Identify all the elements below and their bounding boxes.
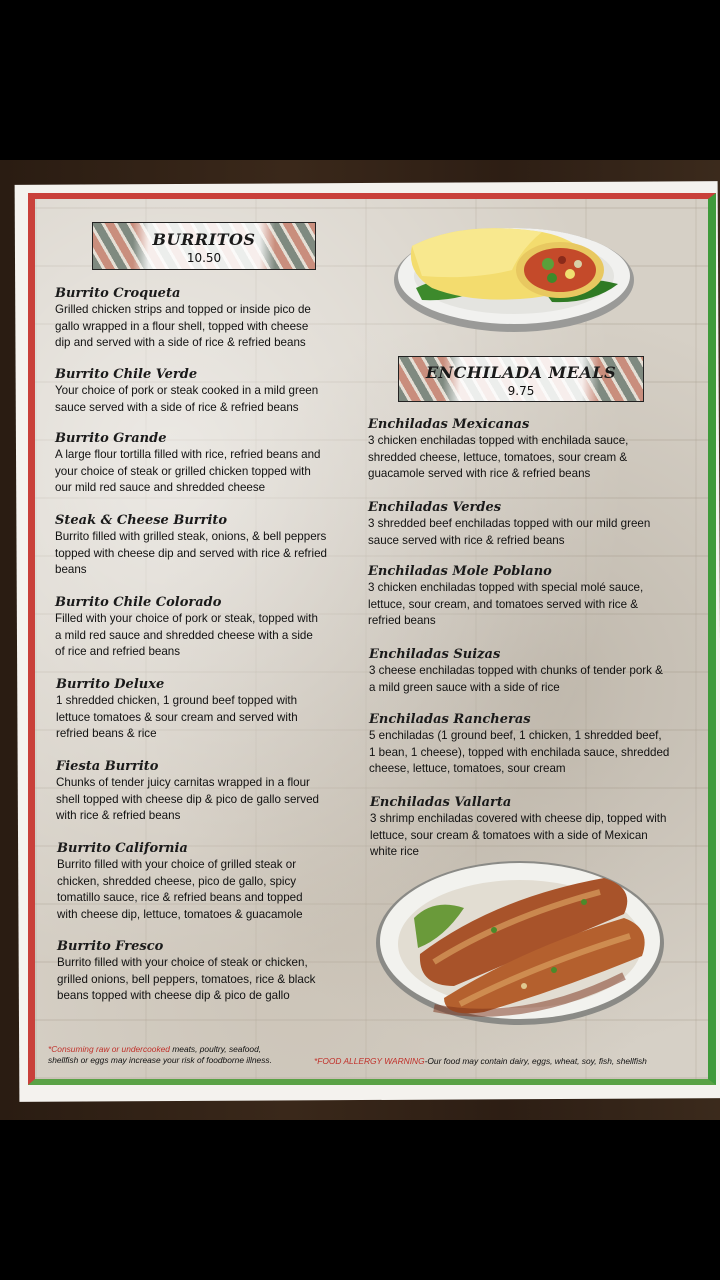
item-desc-line: chicken, shredded cheese, pico de gallo, spicy xyxy=(57,874,297,888)
item-desc-line: Grilled chicken strips and topped or inside pico de xyxy=(55,303,311,316)
item-name: Burrito Chile Verde xyxy=(55,367,198,382)
item-desc-line: topped with cheese dip and served with rice & refried xyxy=(55,546,327,560)
burrito-item-chile-colorado xyxy=(55,594,385,661)
raw-food-warning-rest: meats, poultry, seafood, xyxy=(169,1044,262,1054)
item-desc-line: lettuce, sour cream & tomatoes with a side of Mexican xyxy=(370,828,648,842)
raw-food-warning-red: *Consuming raw or undercooked xyxy=(48,1044,170,1054)
item-desc-line: 3 cheese enchiladas topped with chunks of tender pork & xyxy=(369,664,663,677)
item-desc-line: tomatillo sauce, rice & refried beans and topped xyxy=(57,891,303,904)
item-desc-line: gallo wrapped in a flour shell, topped with cheese xyxy=(55,319,309,333)
item-name: Burrito Chile Colorado xyxy=(55,595,222,610)
item-desc-line: 3 shredded beef enchiladas topped with our mild green xyxy=(368,517,651,530)
burritos-banner xyxy=(92,222,316,270)
item-desc-line: Your choice of pork or steak cooked in a mild green xyxy=(55,384,319,397)
item-desc-line: grilled onions, bell peppers, tomatoes, rice & black xyxy=(57,972,316,986)
item-desc-line: 3 chicken enchiladas topped with enchilada sauce, xyxy=(368,434,629,447)
enchilada-item-verdes xyxy=(368,499,698,549)
item-desc-line: dip and served with a side of rice & refried beans xyxy=(55,336,306,349)
enchilada-item-suizas xyxy=(369,646,699,696)
burrito-item-croqueta xyxy=(55,285,385,352)
burrito-item-grande xyxy=(55,430,385,497)
item-desc-line: shell topped with cheese dip & pico de gallo served xyxy=(56,792,319,806)
burrito-item-chile-verde xyxy=(55,366,385,416)
item-name: Enchiladas Suizas xyxy=(369,647,501,662)
enchilada-plate-image xyxy=(374,858,666,1028)
burrito-plate-image xyxy=(392,218,636,336)
item-desc-line: Burrito filled with your choice of grilled steak or xyxy=(57,858,297,871)
item-name: Steak & Cheese Burrito xyxy=(55,513,228,528)
enchilada-item-vallarta xyxy=(370,794,700,861)
item-desc-line: sauce served with rice & refried beans xyxy=(368,533,565,547)
item-name: Enchiladas Mole Poblano xyxy=(368,564,552,579)
item-desc-line: with rice & refried beans xyxy=(56,809,181,822)
item-desc-line: Chunks of tender juicy carnitas wrapped in a flour xyxy=(56,776,310,789)
item-name: Burrito California xyxy=(57,841,188,856)
item-desc-line: 5 enchiladas (1 ground beef, 1 chicken, 1 shredded beef, xyxy=(369,729,662,742)
food-allergy-warning-rest: -Our food may contain dairy, eggs, wheat, soy, fish, shellfish xyxy=(424,1056,647,1066)
burrito-item-california xyxy=(57,840,387,923)
item-name: Enchiladas Vallarta xyxy=(370,795,512,810)
item-name: Enchiladas Verdes xyxy=(368,500,502,515)
burrito-item-steak-cheese xyxy=(55,512,385,579)
item-desc-line: our mild red sauce and shredded cheese xyxy=(55,481,266,494)
item-desc-line: beans xyxy=(55,563,87,576)
item-desc-line: Filled with your choice of pork or steak, topped with xyxy=(55,612,318,625)
burritos-title: BURRITOS xyxy=(152,230,256,249)
item-desc-line: a mild red sauce and shredded cheese with a side xyxy=(55,628,313,642)
item-name: Burrito Croqueta xyxy=(55,286,181,301)
raw-food-warning-line2: shellfish or eggs may increase your risk of foodborne illness. xyxy=(48,1055,272,1065)
item-name: Fiesta Burrito xyxy=(56,759,159,774)
burrito-item-fresco xyxy=(57,938,387,1005)
item-desc-line: sauce served with a side of rice & refried beans xyxy=(55,400,299,414)
item-desc-line: guacamole served with rice & refried beans xyxy=(368,467,591,480)
enchilada-item-rancheras xyxy=(369,711,699,778)
burritos-price: 10.50 xyxy=(186,251,222,265)
item-desc-line: beans topped with cheese dip & pico de gallo xyxy=(57,989,290,1002)
item-desc-line: cheese, lettuce, tomatoes, sour cream xyxy=(369,762,566,775)
item-desc-line: Burrito filled with grilled steak, onions, & bell peppers xyxy=(55,530,327,543)
item-desc-line: 1 bean, 1 cheese), topped with enchilada sauce, shredded xyxy=(369,745,670,759)
item-desc-line: shredded cheese, lettuce, tomatoes, sour cream & xyxy=(368,450,628,464)
item-desc-line: 3 chicken enchiladas topped with special molé sauce, xyxy=(368,581,644,594)
food-allergy-warning xyxy=(314,1056,704,1067)
item-desc-line: a mild green sauce with a side of rice xyxy=(369,680,560,694)
burrito-item-fiesta xyxy=(56,758,386,825)
item-name: Enchiladas Mexicanas xyxy=(368,417,530,432)
item-name: Enchiladas Rancheras xyxy=(369,712,531,727)
item-name: Burrito Deluxe xyxy=(56,677,165,692)
item-desc-line: 1 shredded chicken, 1 ground beef topped with xyxy=(56,694,298,707)
enchilada-price: 9.75 xyxy=(507,384,535,398)
enchilada-item-mexicanas xyxy=(368,416,698,483)
enchilada-item-mole-poblano xyxy=(368,563,698,630)
item-desc-line: 3 shrimp enchiladas covered with cheese dip, topped with xyxy=(370,812,667,825)
item-desc-line: Burrito filled with your choice of steak or chicken, xyxy=(57,956,308,969)
raw-food-warning xyxy=(48,1044,318,1066)
food-allergy-warning-red: *FOOD ALLERGY WARNING xyxy=(314,1056,425,1066)
item-desc-line: lettuce, sour cream, and tomatoes served with rice & xyxy=(368,597,638,611)
item-desc-line: refried beans xyxy=(368,614,436,627)
item-name: Burrito Fresco xyxy=(57,939,164,954)
item-desc-line: lettuce tomatoes & sour cream and served with xyxy=(56,710,298,724)
item-name: Burrito Grande xyxy=(55,431,167,446)
item-desc-line: your choice of steak or grilled chicken topped with xyxy=(55,464,311,478)
item-desc-line: with cheese dip, lettuce, tomatoes & guacamole xyxy=(57,907,303,921)
item-desc-line: A large flour tortilla filled with rice, refried beans and xyxy=(55,448,321,461)
item-desc-line: of rice and refried beans xyxy=(55,645,181,658)
item-desc-line: refried beans & rice xyxy=(56,727,157,740)
burrito-item-deluxe xyxy=(56,676,386,743)
item-desc-line: white rice xyxy=(370,845,419,858)
enchilada-title: ENCHILADA MEALS xyxy=(425,363,617,382)
enchilada-banner xyxy=(398,356,644,402)
